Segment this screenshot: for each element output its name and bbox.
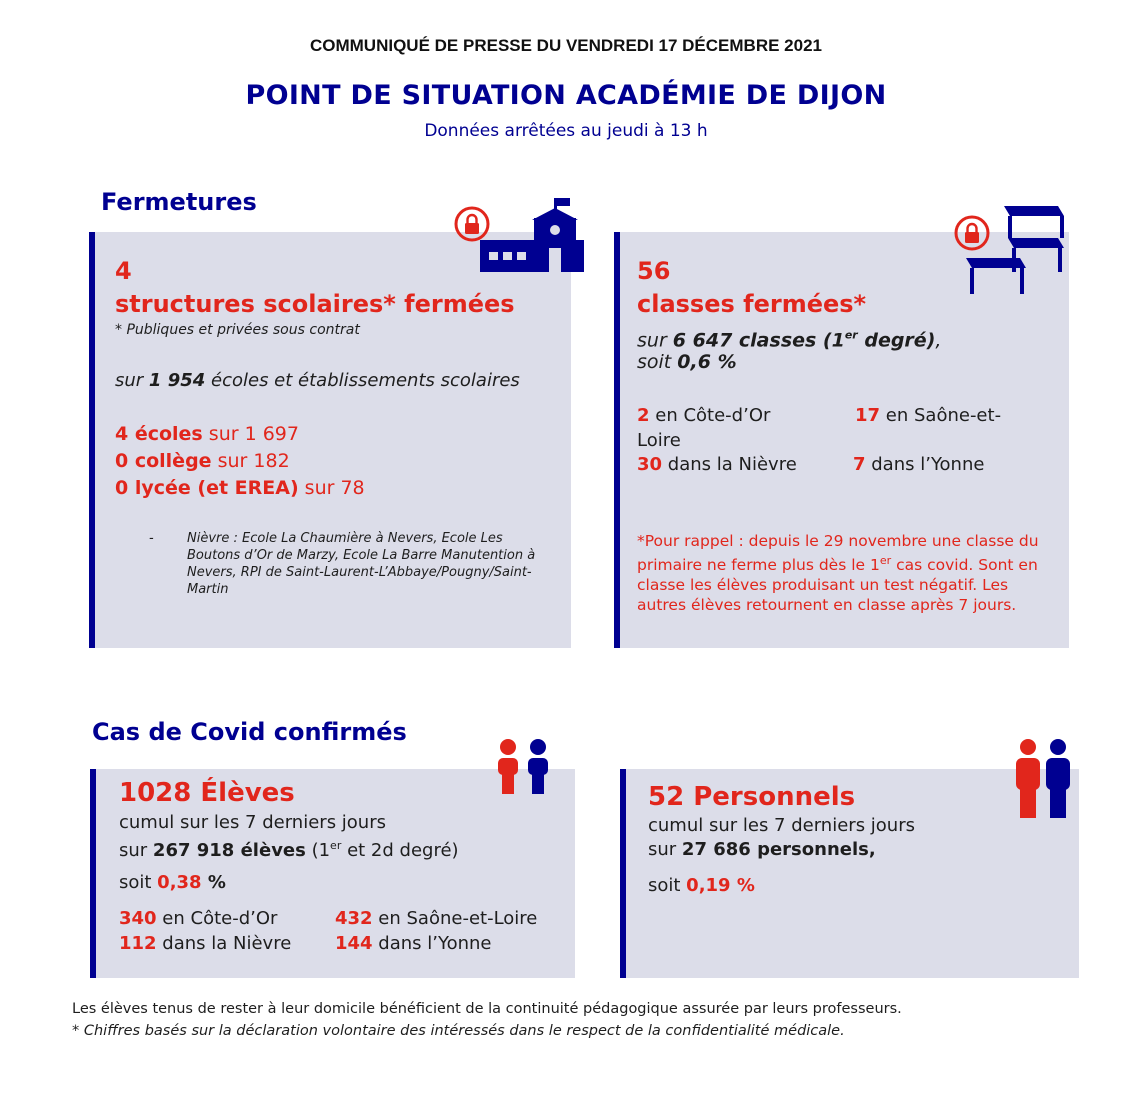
press-release-date: COMMUNIQUÉ DE PRESSE DU VENDREDI 17 DÉCEMBRE 2021 — [309, 36, 822, 55]
classes-label: classes fermées* — [637, 290, 867, 318]
college-line: 0 collège sur 182 — [115, 450, 290, 472]
classes-cote-dor: 2 en Côte-d’Or — [637, 405, 771, 426]
section-title-covid: Cas de Covid confirmés — [92, 718, 407, 746]
personnels-headline: 52 Personnels — [648, 782, 856, 812]
section-title-fermetures: Fermetures — [101, 188, 257, 216]
eleves-saone: 432 en Saône-et-Loire — [335, 908, 538, 929]
rappel-note: *Pour rappel : depuis le 29 novembre une classe du primaire ne ferme plus dès le 1er cas covid. Sont en classe les élèves produisant un test négatif. Les autres élèves retournent en classe après 7 jours. — [637, 532, 1039, 615]
eleves-cumul: cumul sur les 7 derniers jours — [119, 812, 386, 833]
classes-count: 56 — [637, 257, 671, 285]
personnels-card — [620, 769, 1079, 978]
classes-saone-continued: Loire — [637, 430, 681, 451]
staff-icon — [1012, 738, 1074, 820]
eleves-cote-dor: 340 en Côte-d’Or — [119, 908, 278, 929]
structures-footnote: * Publiques et privées sous contrat — [115, 322, 360, 338]
structures-total: sur 1 954 écoles et établissements scolaires — [115, 370, 520, 391]
eleves-headline: 1028 Élèves — [119, 778, 295, 808]
personnels-cumul: cumul sur les 7 derniers jours — [648, 815, 915, 836]
personnels-total: sur 27 686 personnels, — [648, 839, 876, 860]
footer-confidentiality-note: * Chiffres basés sur la déclaration volontaire des intéressés dans le respect de la confidentialité médicale. — [72, 1023, 845, 1039]
personnels-ratio: soit 0,19 % — [648, 875, 755, 896]
list-bullet-dash: - — [149, 531, 154, 546]
card-accent-bar — [89, 232, 95, 648]
ecoles-line: 4 écoles sur 1 697 — [115, 423, 299, 445]
page-subtitle: Données arrêtées au jeudi à 13 h — [424, 121, 708, 141]
structures-count: 4 — [115, 257, 132, 285]
card-accent-bar — [614, 232, 620, 648]
eleves-total: sur 267 918 élèves (1er et 2d degré) — [119, 839, 459, 861]
classes-nievre: 30 dans la Nièvre — [637, 454, 797, 475]
classes-yonne: 7 dans l’Yonne — [853, 454, 985, 475]
eleves-ratio: soit 0,38 % — [119, 872, 226, 893]
closed-schools-list: Nièvre : Ecole La Chaumière à Nevers, Ecole Les Boutons d’Or de Marzy, Ecole La Barre Manutention à Nevers, RPI de Saint-Laurent-L’Abbaye/Pougny/Saint-Martin — [187, 531, 536, 597]
card-accent-bar — [90, 769, 96, 978]
classes-ratio: soit 0,6 % — [637, 351, 737, 373]
lycee-line: 0 lycée (et EREA) sur 78 — [115, 477, 365, 499]
page-title: POINT DE SITUATION ACADÉMIE DE DIJON — [245, 80, 887, 111]
students-icon — [496, 738, 552, 796]
structures-label: structures scolaires* fermées — [115, 290, 515, 318]
footer-continuity-note: Les élèves tenus de rester à leur domicile bénéficient de la continuité pédagogique assurée par leurs professeurs. — [72, 1001, 902, 1017]
eleves-card — [90, 769, 575, 978]
eleves-nievre: 112 dans la Nièvre — [119, 933, 292, 954]
classes-total: sur 6 647 classes (1er degré), — [637, 329, 942, 352]
card-accent-bar — [620, 769, 626, 978]
desks-lock-icon — [952, 202, 1076, 298]
classes-saone: 17 en Saône-et- — [855, 405, 1002, 426]
school-lock-icon — [452, 196, 584, 274]
eleves-yonne: 144 dans l’Yonne — [335, 933, 492, 954]
structures-card — [89, 232, 571, 648]
